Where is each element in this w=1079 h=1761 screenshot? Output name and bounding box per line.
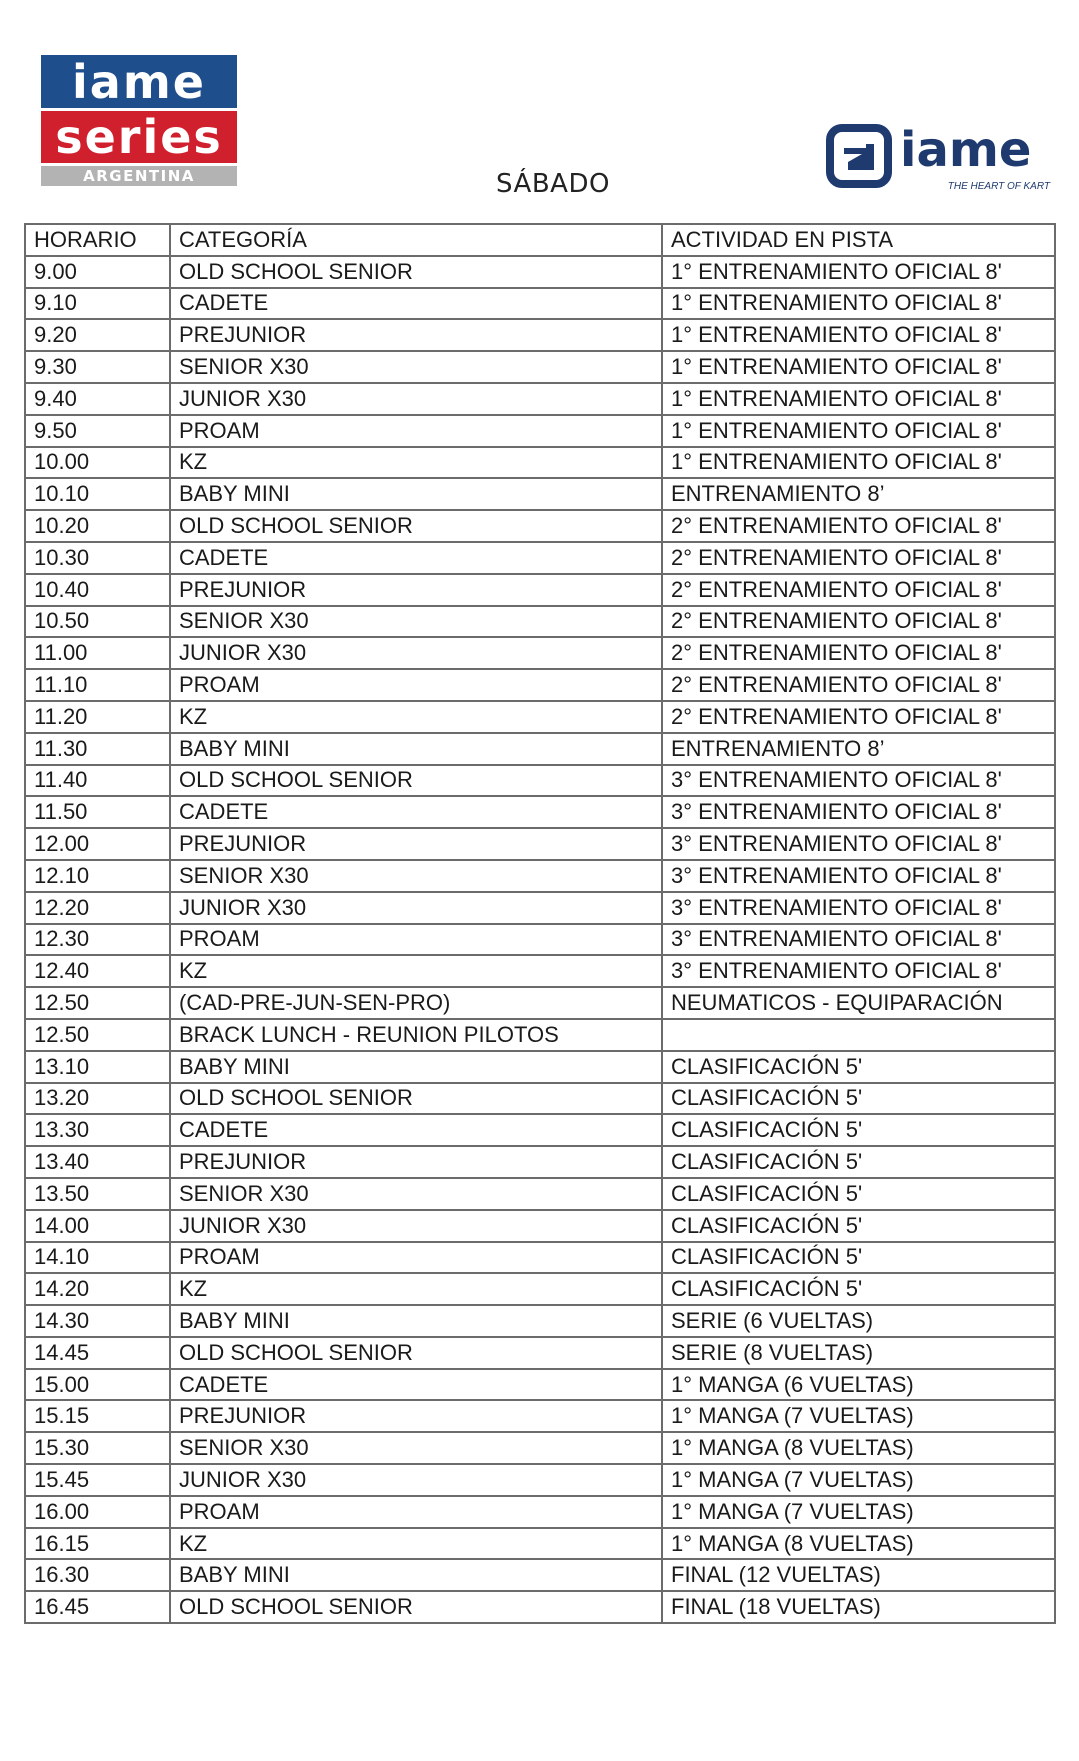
cell-actividad: SERIE (8 VUELTAS) [662, 1337, 1055, 1369]
table-row [25, 701, 1055, 733]
cell-categoria: KZ [170, 1273, 662, 1305]
cell-categoria: PROAM [170, 924, 662, 956]
table-row [25, 1019, 1055, 1051]
cell-horario: 14.10 [25, 1242, 170, 1274]
cell-categoria: BABY MINI [170, 733, 662, 765]
logo-country-label: ARGENTINA [83, 167, 195, 185]
cell-horario: 9.40 [25, 383, 170, 415]
cell-horario: 9.50 [25, 415, 170, 447]
cell-categoria: OLD SCHOOL SENIOR [170, 1591, 662, 1623]
table-row [25, 765, 1055, 797]
cell-horario: 13.40 [25, 1146, 170, 1178]
table-row [25, 637, 1055, 669]
cell-categoria: SENIOR X30 [170, 351, 662, 383]
cell-actividad: CLASIFICACIÓN 5' [662, 1051, 1055, 1083]
iame-series-argentina-logo [41, 55, 237, 187]
cell-categoria: BABY MINI [170, 1051, 662, 1083]
table-row [25, 478, 1055, 510]
cell-categoria: OLD SCHOOL SENIOR [170, 1337, 662, 1369]
cell-horario: 11.10 [25, 669, 170, 701]
cell-actividad: 1° ENTRENAMIENTO OFICIAL 8' [662, 447, 1055, 479]
cell-actividad: ENTRENAMIENTO 8’ [662, 478, 1055, 510]
cell-actividad: 2° ENTRENAMIENTO OFICIAL 8' [662, 574, 1055, 606]
page-title: SÁBADO [496, 169, 610, 199]
logo-tagline: THE HEART OF KART [947, 181, 1050, 192]
cell-horario: 12.50 [25, 1019, 170, 1051]
table-row [25, 510, 1055, 542]
cell-categoria: BABY MINI [170, 1305, 662, 1337]
table-row [25, 1305, 1055, 1337]
table-row [25, 955, 1055, 987]
cell-categoria: JUNIOR X30 [170, 637, 662, 669]
iame-a-icon [826, 124, 892, 188]
table-row [25, 733, 1055, 765]
cell-actividad: 1° MANGA (7 VUELTAS) [662, 1496, 1055, 1528]
iame-brand-logo [826, 120, 1056, 200]
cell-categoria: OLD SCHOOL SENIOR [170, 1083, 662, 1115]
cell-actividad: 3° ENTRENAMIENTO OFICIAL 8' [662, 924, 1055, 956]
cell-actividad: 3° ENTRENAMIENTO OFICIAL 8' [662, 892, 1055, 924]
cell-categoria: (CAD-PRE-JUN-SEN-PRO) [170, 987, 662, 1019]
cell-actividad: NEUMATICOS - EQUIPARACIÓN [662, 987, 1055, 1019]
table-row [25, 1432, 1055, 1464]
cell-categoria: BRACK LUNCH - REUNION PILOTOS [170, 1019, 662, 1051]
cell-horario: 15.00 [25, 1369, 170, 1401]
cell-actividad: CLASIFICACIÓN 5' [662, 1210, 1055, 1242]
table-row [25, 1496, 1055, 1528]
table-row [25, 1400, 1055, 1432]
cell-actividad: CLASIFICACIÓN 5' [662, 1146, 1055, 1178]
cell-horario: 9.20 [25, 319, 170, 351]
cell-horario: 10.10 [25, 478, 170, 510]
cell-actividad: 2° ENTRENAMIENTO OFICIAL 8' [662, 510, 1055, 542]
table-row [25, 1528, 1055, 1560]
cell-actividad: 3° ENTRENAMIENTO OFICIAL 8' [662, 796, 1055, 828]
cell-horario: 10.00 [25, 447, 170, 479]
table-row [25, 669, 1055, 701]
cell-actividad: 2° ENTRENAMIENTO OFICIAL 8' [662, 701, 1055, 733]
cell-categoria: PREJUNIOR [170, 1400, 662, 1432]
cell-actividad: 1° MANGA (8 VUELTAS) [662, 1432, 1055, 1464]
cell-horario: 9.30 [25, 351, 170, 383]
cell-categoria: OLD SCHOOL SENIOR [170, 765, 662, 797]
cell-categoria: PREJUNIOR [170, 319, 662, 351]
logo-wordmark: iame [900, 122, 1032, 178]
table-row [25, 1178, 1055, 1210]
cell-actividad: CLASIFICACIÓN 5' [662, 1083, 1055, 1115]
cell-categoria: SENIOR X30 [170, 1178, 662, 1210]
table-row [25, 1559, 1055, 1591]
table-row [25, 828, 1055, 860]
cell-horario: 12.00 [25, 828, 170, 860]
cell-actividad: 1° MANGA (8 VUELTAS) [662, 1528, 1055, 1560]
cell-horario: 10.50 [25, 606, 170, 638]
cell-horario: 14.45 [25, 1337, 170, 1369]
logo-blue-band [41, 55, 237, 108]
table-row [25, 383, 1055, 415]
cell-categoria: BABY MINI [170, 478, 662, 510]
cell-categoria: SENIOR X30 [170, 860, 662, 892]
table-row [25, 924, 1055, 956]
cell-horario: 12.40 [25, 955, 170, 987]
table-row [25, 892, 1055, 924]
cell-horario: 11.50 [25, 796, 170, 828]
table-row [25, 796, 1055, 828]
cell-categoria: CADETE [170, 796, 662, 828]
cell-horario: 14.00 [25, 1210, 170, 1242]
cell-horario: 12.10 [25, 860, 170, 892]
cell-categoria: PROAM [170, 1496, 662, 1528]
cell-horario: 10.30 [25, 542, 170, 574]
cell-categoria: CADETE [170, 1114, 662, 1146]
cell-categoria: JUNIOR X30 [170, 1464, 662, 1496]
cell-actividad: 1° ENTRENAMIENTO OFICIAL 8' [662, 256, 1055, 288]
cell-horario: 11.40 [25, 765, 170, 797]
cell-actividad: 3° ENTRENAMIENTO OFICIAL 8' [662, 860, 1055, 892]
cell-categoria: CADETE [170, 1369, 662, 1401]
cell-horario: 13.20 [25, 1083, 170, 1115]
cell-horario: 14.30 [25, 1305, 170, 1337]
cell-actividad: 1° ENTRENAMIENTO OFICIAL 8' [662, 383, 1055, 415]
schedule-table [24, 223, 1056, 1624]
cell-categoria: KZ [170, 1528, 662, 1560]
cell-horario: 11.00 [25, 637, 170, 669]
cell-horario: 9.00 [25, 256, 170, 288]
cell-categoria: SENIOR X30 [170, 606, 662, 638]
table-row [25, 1369, 1055, 1401]
cell-actividad: CLASIFICACIÓN 5' [662, 1242, 1055, 1274]
table-header-row [25, 224, 1055, 256]
cell-categoria: PREJUNIOR [170, 828, 662, 860]
cell-actividad [662, 1019, 1055, 1051]
cell-horario: 11.20 [25, 701, 170, 733]
table-row [25, 256, 1055, 288]
table-row [25, 351, 1055, 383]
header-categoria: CATEGORÍA [170, 224, 662, 256]
cell-horario: 12.50 [25, 987, 170, 1019]
cell-actividad: FINAL (12 VUELTAS) [662, 1559, 1055, 1591]
table-row [25, 574, 1055, 606]
cell-categoria: BABY MINI [170, 1559, 662, 1591]
cell-actividad: 1° MANGA (7 VUELTAS) [662, 1400, 1055, 1432]
cell-actividad: CLASIFICACIÓN 5' [662, 1273, 1055, 1305]
cell-horario: 13.30 [25, 1114, 170, 1146]
cell-horario: 16.30 [25, 1559, 170, 1591]
cell-horario: 11.30 [25, 733, 170, 765]
cell-actividad: 3° ENTRENAMIENTO OFICIAL 8' [662, 828, 1055, 860]
header-horario: HORARIO [25, 224, 170, 256]
table-row [25, 447, 1055, 479]
table-row [25, 415, 1055, 447]
logo-wordmark-iame: iame [72, 55, 206, 108]
cell-horario: 14.20 [25, 1273, 170, 1305]
cell-categoria: PROAM [170, 415, 662, 447]
cell-categoria: KZ [170, 447, 662, 479]
cell-horario: 16.15 [25, 1528, 170, 1560]
cell-actividad: SERIE (6 VUELTAS) [662, 1305, 1055, 1337]
cell-categoria: SENIOR X30 [170, 1432, 662, 1464]
schedule-body [25, 256, 1055, 1623]
cell-horario: 9.10 [25, 288, 170, 320]
cell-actividad: 3° ENTRENAMIENTO OFICIAL 8' [662, 765, 1055, 797]
table-row [25, 1210, 1055, 1242]
table-row [25, 987, 1055, 1019]
cell-horario: 13.50 [25, 1178, 170, 1210]
table-row [25, 288, 1055, 320]
cell-actividad: 2° ENTRENAMIENTO OFICIAL 8' [662, 637, 1055, 669]
cell-categoria: JUNIOR X30 [170, 1210, 662, 1242]
table-row [25, 1051, 1055, 1083]
cell-categoria: PROAM [170, 669, 662, 701]
cell-horario: 15.45 [25, 1464, 170, 1496]
logo-red-band [41, 111, 237, 163]
cell-horario: 12.30 [25, 924, 170, 956]
table-row [25, 1114, 1055, 1146]
cell-horario: 10.20 [25, 510, 170, 542]
table-row [25, 1464, 1055, 1496]
table-row [25, 319, 1055, 351]
table-row [25, 1146, 1055, 1178]
cell-actividad: CLASIFICACIÓN 5' [662, 1114, 1055, 1146]
cell-categoria: JUNIOR X30 [170, 383, 662, 415]
cell-actividad: ENTRENAMIENTO 8’ [662, 733, 1055, 765]
cell-horario: 16.45 [25, 1591, 170, 1623]
table-row [25, 1273, 1055, 1305]
table-row [25, 1591, 1055, 1623]
cell-categoria: PROAM [170, 1242, 662, 1274]
cell-horario: 15.15 [25, 1400, 170, 1432]
cell-categoria: CADETE [170, 542, 662, 574]
table-row [25, 1337, 1055, 1369]
cell-actividad: 1° MANGA (7 VUELTAS) [662, 1464, 1055, 1496]
cell-categoria: KZ [170, 701, 662, 733]
cell-categoria: PREJUNIOR [170, 574, 662, 606]
cell-actividad: 1° ENTRENAMIENTO OFICIAL 8' [662, 415, 1055, 447]
logo-grey-band [41, 166, 237, 186]
header-actividad: ACTIVIDAD EN PISTA [662, 224, 1055, 256]
table-row [25, 542, 1055, 574]
cell-actividad: FINAL (18 VUELTAS) [662, 1591, 1055, 1623]
cell-categoria: OLD SCHOOL SENIOR [170, 510, 662, 542]
table-row [25, 606, 1055, 638]
table-row [25, 1083, 1055, 1115]
table-row [25, 1242, 1055, 1274]
cell-actividad: 1° MANGA (6 VUELTAS) [662, 1369, 1055, 1401]
cell-horario: 13.10 [25, 1051, 170, 1083]
cell-horario: 16.00 [25, 1496, 170, 1528]
cell-categoria: PREJUNIOR [170, 1146, 662, 1178]
logo-wordmark-series: series [55, 111, 223, 163]
cell-actividad: 2° ENTRENAMIENTO OFICIAL 8' [662, 542, 1055, 574]
cell-actividad: 2° ENTRENAMIENTO OFICIAL 8' [662, 669, 1055, 701]
cell-actividad: CLASIFICACIÓN 5' [662, 1178, 1055, 1210]
cell-actividad: 3° ENTRENAMIENTO OFICIAL 8' [662, 955, 1055, 987]
cell-actividad: 1° ENTRENAMIENTO OFICIAL 8' [662, 319, 1055, 351]
cell-categoria: JUNIOR X30 [170, 892, 662, 924]
cell-actividad: 1° ENTRENAMIENTO OFICIAL 8' [662, 288, 1055, 320]
cell-horario: 12.20 [25, 892, 170, 924]
cell-actividad: 1° ENTRENAMIENTO OFICIAL 8' [662, 351, 1055, 383]
cell-categoria: KZ [170, 955, 662, 987]
table-row [25, 860, 1055, 892]
cell-actividad: 2° ENTRENAMIENTO OFICIAL 8' [662, 606, 1055, 638]
cell-categoria: CADETE [170, 288, 662, 320]
cell-horario: 15.30 [25, 1432, 170, 1464]
cell-categoria: OLD SCHOOL SENIOR [170, 256, 662, 288]
cell-horario: 10.40 [25, 574, 170, 606]
